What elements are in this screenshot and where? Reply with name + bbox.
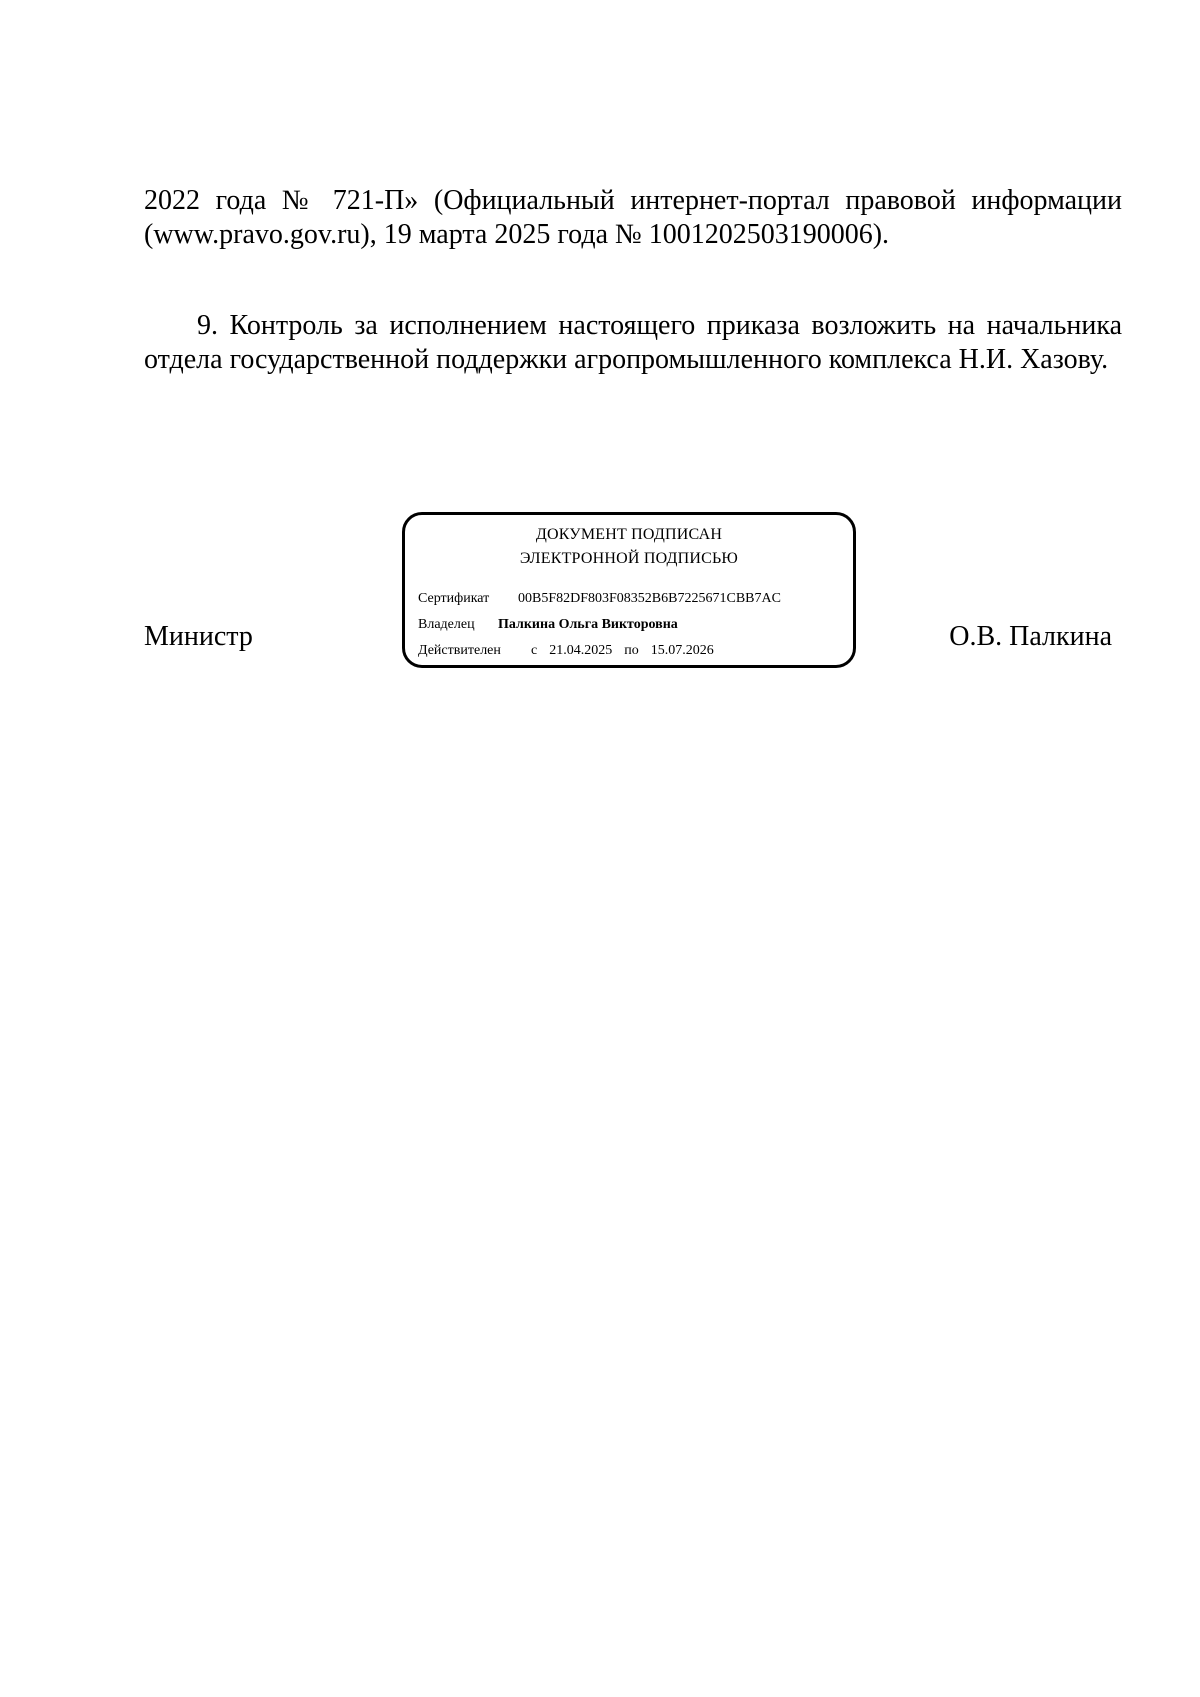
signer-name: О.В. Палкина (949, 621, 1112, 652)
stamp-certificate-row (418, 590, 781, 608)
stamp-valid-from-date: 21.04.2025 (549, 643, 613, 658)
stamp-owner-value: Палкина Ольга Викторовна (498, 617, 678, 632)
stamp-certificate-value: 00B5F82DF803F08352B6B7225671CBB7AC (518, 591, 781, 606)
stamp-valid-to-date: 15.07.2026 (650, 643, 714, 658)
body-paragraph-item-9: 9. Контроль за исполнением настоящего приказа возложить на начальника отдела государственной поддержки агропромышленного комплекса Н.И. Хазову. (144, 310, 1122, 375)
stamp-validity-row (418, 642, 714, 660)
stamp-title-line-1: ДОКУМЕНТ ПОДПИСАН (535, 526, 723, 543)
stamp-valid-from-prefix: с (531, 643, 538, 658)
stamp-owner-row (418, 616, 678, 634)
signature-position-title: Министр (144, 621, 253, 652)
stamp-title-line-2: ЭЛЕКТРОННОЙ ПОДПИСЬЮ (519, 550, 739, 567)
electronic-signature-stamp (402, 512, 856, 668)
body-paragraph-continuation: 2022 года № 721-П» (Официальный интернет-портал правовой информации (www.pravo.gov.ru), 19 марта 2025 года № 1001202503190006). (144, 185, 1122, 250)
stamp-validity-label: Действителен (418, 643, 501, 658)
stamp-valid-to-prefix: по (624, 643, 639, 658)
stamp-certificate-label: Сертификат (418, 591, 490, 606)
stamp-owner-label: Владелец (418, 617, 475, 632)
